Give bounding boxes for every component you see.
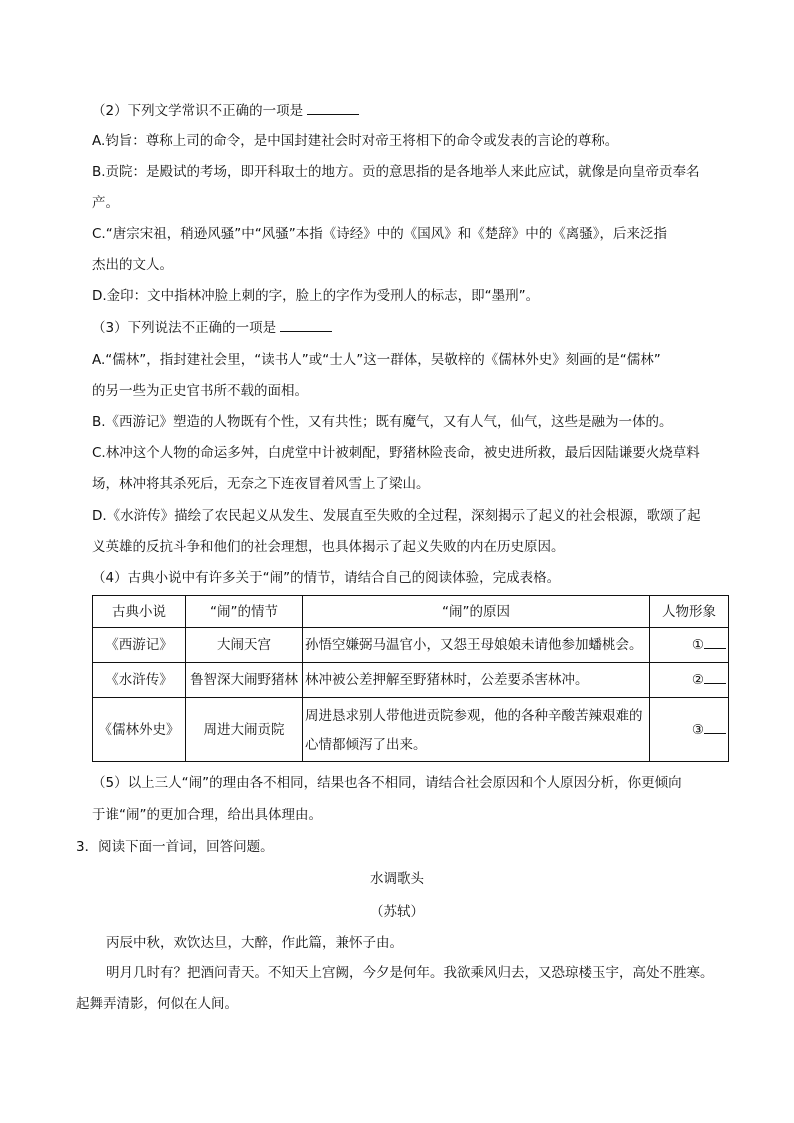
circled-number: ②: [691, 672, 704, 688]
cell-reason-line2: 心情都倾泻了出来。: [305, 736, 427, 753]
table-row: [93, 628, 729, 663]
header-reason: “闹”的原因: [303, 596, 650, 628]
q2-option-a: A.钧旨：尊称上司的命令，是中国封建社会时对帝王将相下的命令或发表的言论的尊称。: [92, 133, 619, 149]
answer-blank[interactable]: [307, 101, 359, 115]
answer-blank[interactable]: [704, 670, 726, 690]
answer-blank[interactable]: [704, 635, 726, 655]
poem-body-line1: 明月几时有？把酒问青天。不知天上宫阙，今夕是何年。我欲乘风归去，又恐琼楼玉宇，高处不胜寒。: [106, 965, 714, 981]
question-3-prompt: 3．阅读下面一首词，回答问题。: [76, 839, 274, 855]
q3-option-a-line1: A.“儒林”，指封建社会里，“读书人”或“士人”这一群体，吴敬梓的《儒林外史》刻画的是“儒林”: [92, 352, 661, 368]
cell-plot: 周进大闹贡院: [186, 698, 303, 762]
cell-reason-line1: 周进恳求别人带他进贡院参观，他的各种辛酸苦辣艰难的: [305, 707, 643, 724]
q3-prompt: （3）下列说法不正确的一项是: [92, 320, 277, 336]
table-row: [93, 663, 729, 698]
q3-prompt-line: [92, 318, 332, 338]
poem-body-line2: 起舞弄清影，何似在人间。: [76, 996, 238, 1012]
answer-blank[interactable]: [280, 318, 332, 332]
cell-reason: 林冲被公差押解至野猪林时，公差要杀害林冲。: [303, 663, 650, 698]
header-novel: 古典小说: [93, 596, 186, 628]
q3-option-d-line1: D.《水浒传》描绘了农民起义从发生、发展直至失败的全过程，深刻揭示了起义的社会根源，歌颂了起: [92, 508, 701, 524]
table-row: [93, 698, 729, 762]
q2-option-b-line2: 产。: [92, 195, 119, 211]
q2-option-b-line1: B.贡院：是殿试的考场，即开科取士的地方。贡的意思指的是各地举人来此应试，就像是向皇帝贡奉名: [92, 164, 700, 180]
q2-prompt-line: [92, 101, 359, 121]
plot-table: [92, 595, 729, 762]
cell-reason: [303, 698, 650, 762]
cell-novel: 《水浒传》: [93, 663, 186, 698]
q4-prompt: （4）古典小说中有许多关于“闹”的情节，请结合自己的阅读体验，完成表格。: [92, 570, 561, 586]
circled-number: ①: [691, 637, 704, 653]
q3-option-d-line2: 义英雄的反抗斗争和他们的社会理想，也具体揭示了起义失败的内在历史原因。: [92, 539, 565, 555]
header-image: 人物形象: [650, 596, 729, 628]
poem-author: （苏轼）: [370, 904, 424, 920]
poem-preface: 丙辰中秋，欢饮达旦，大醉，作此篇，兼怀子由。: [106, 935, 403, 951]
cell-plot: 大闹天宫: [186, 628, 303, 663]
q3-option-c-line1: C.林冲这个人物的命运多舛，白虎堂中计被刺配，野猪林险丧命，被史进所救，最后因陆谦要火烧草料: [92, 445, 700, 461]
cell-novel: 《西游记》: [93, 628, 186, 663]
q2-option-c-line2: 杰出的文人。: [92, 257, 173, 273]
q3-option-c-line2: 场，林冲将其杀死后，无奈之下连夜冒着风雪上了梁山。: [92, 476, 430, 492]
answer-blank[interactable]: [704, 720, 726, 740]
q3-option-b: B.《西游记》塑造的人物既有个性，又有共性；既有魔气，又有人气，仙气，这些是融为一体的。: [92, 414, 673, 430]
q2-option-d: D.金印：文中指林冲脸上刺的字，脸上的字作为受刑人的标志，即“墨刑”。: [92, 288, 540, 304]
q2-prompt: （2）下列文学常识不正确的一项是: [92, 103, 304, 119]
circled-number: ③: [691, 721, 704, 738]
cell-image[interactable]: [650, 698, 729, 762]
cell-novel: 《儒林外史》: [93, 698, 186, 762]
header-plot: “闹”的情节: [186, 596, 303, 628]
q5-line1: （5）以上三人“闹”的理由各不相同，结果也各不相同，请结合社会原因和个人原因分析，你更倾向: [92, 775, 682, 791]
poem-title: 水调歌头: [370, 871, 424, 887]
q3-option-a-line2: 的另一些为正史官书所不载的面相。: [92, 383, 308, 399]
cell-plot: 鲁智深大闹野猪林: [186, 663, 303, 698]
q5-line2: 于谁“闹”的更加合理，给出具体理由。: [92, 807, 322, 823]
table-header-row: [93, 596, 729, 628]
cell-image[interactable]: [650, 628, 729, 663]
q2-option-c-line1: C.“唐宗宋祖，稍逊风骚”中“风骚”本指《诗经》中的《国风》和《楚辞》中的《离骚》，后来泛指: [92, 226, 667, 242]
cell-reason: 孙悟空嫌弼马温官小，又怨王母娘娘未请他参加蟠桃会。: [303, 628, 650, 663]
cell-image[interactable]: [650, 663, 729, 698]
